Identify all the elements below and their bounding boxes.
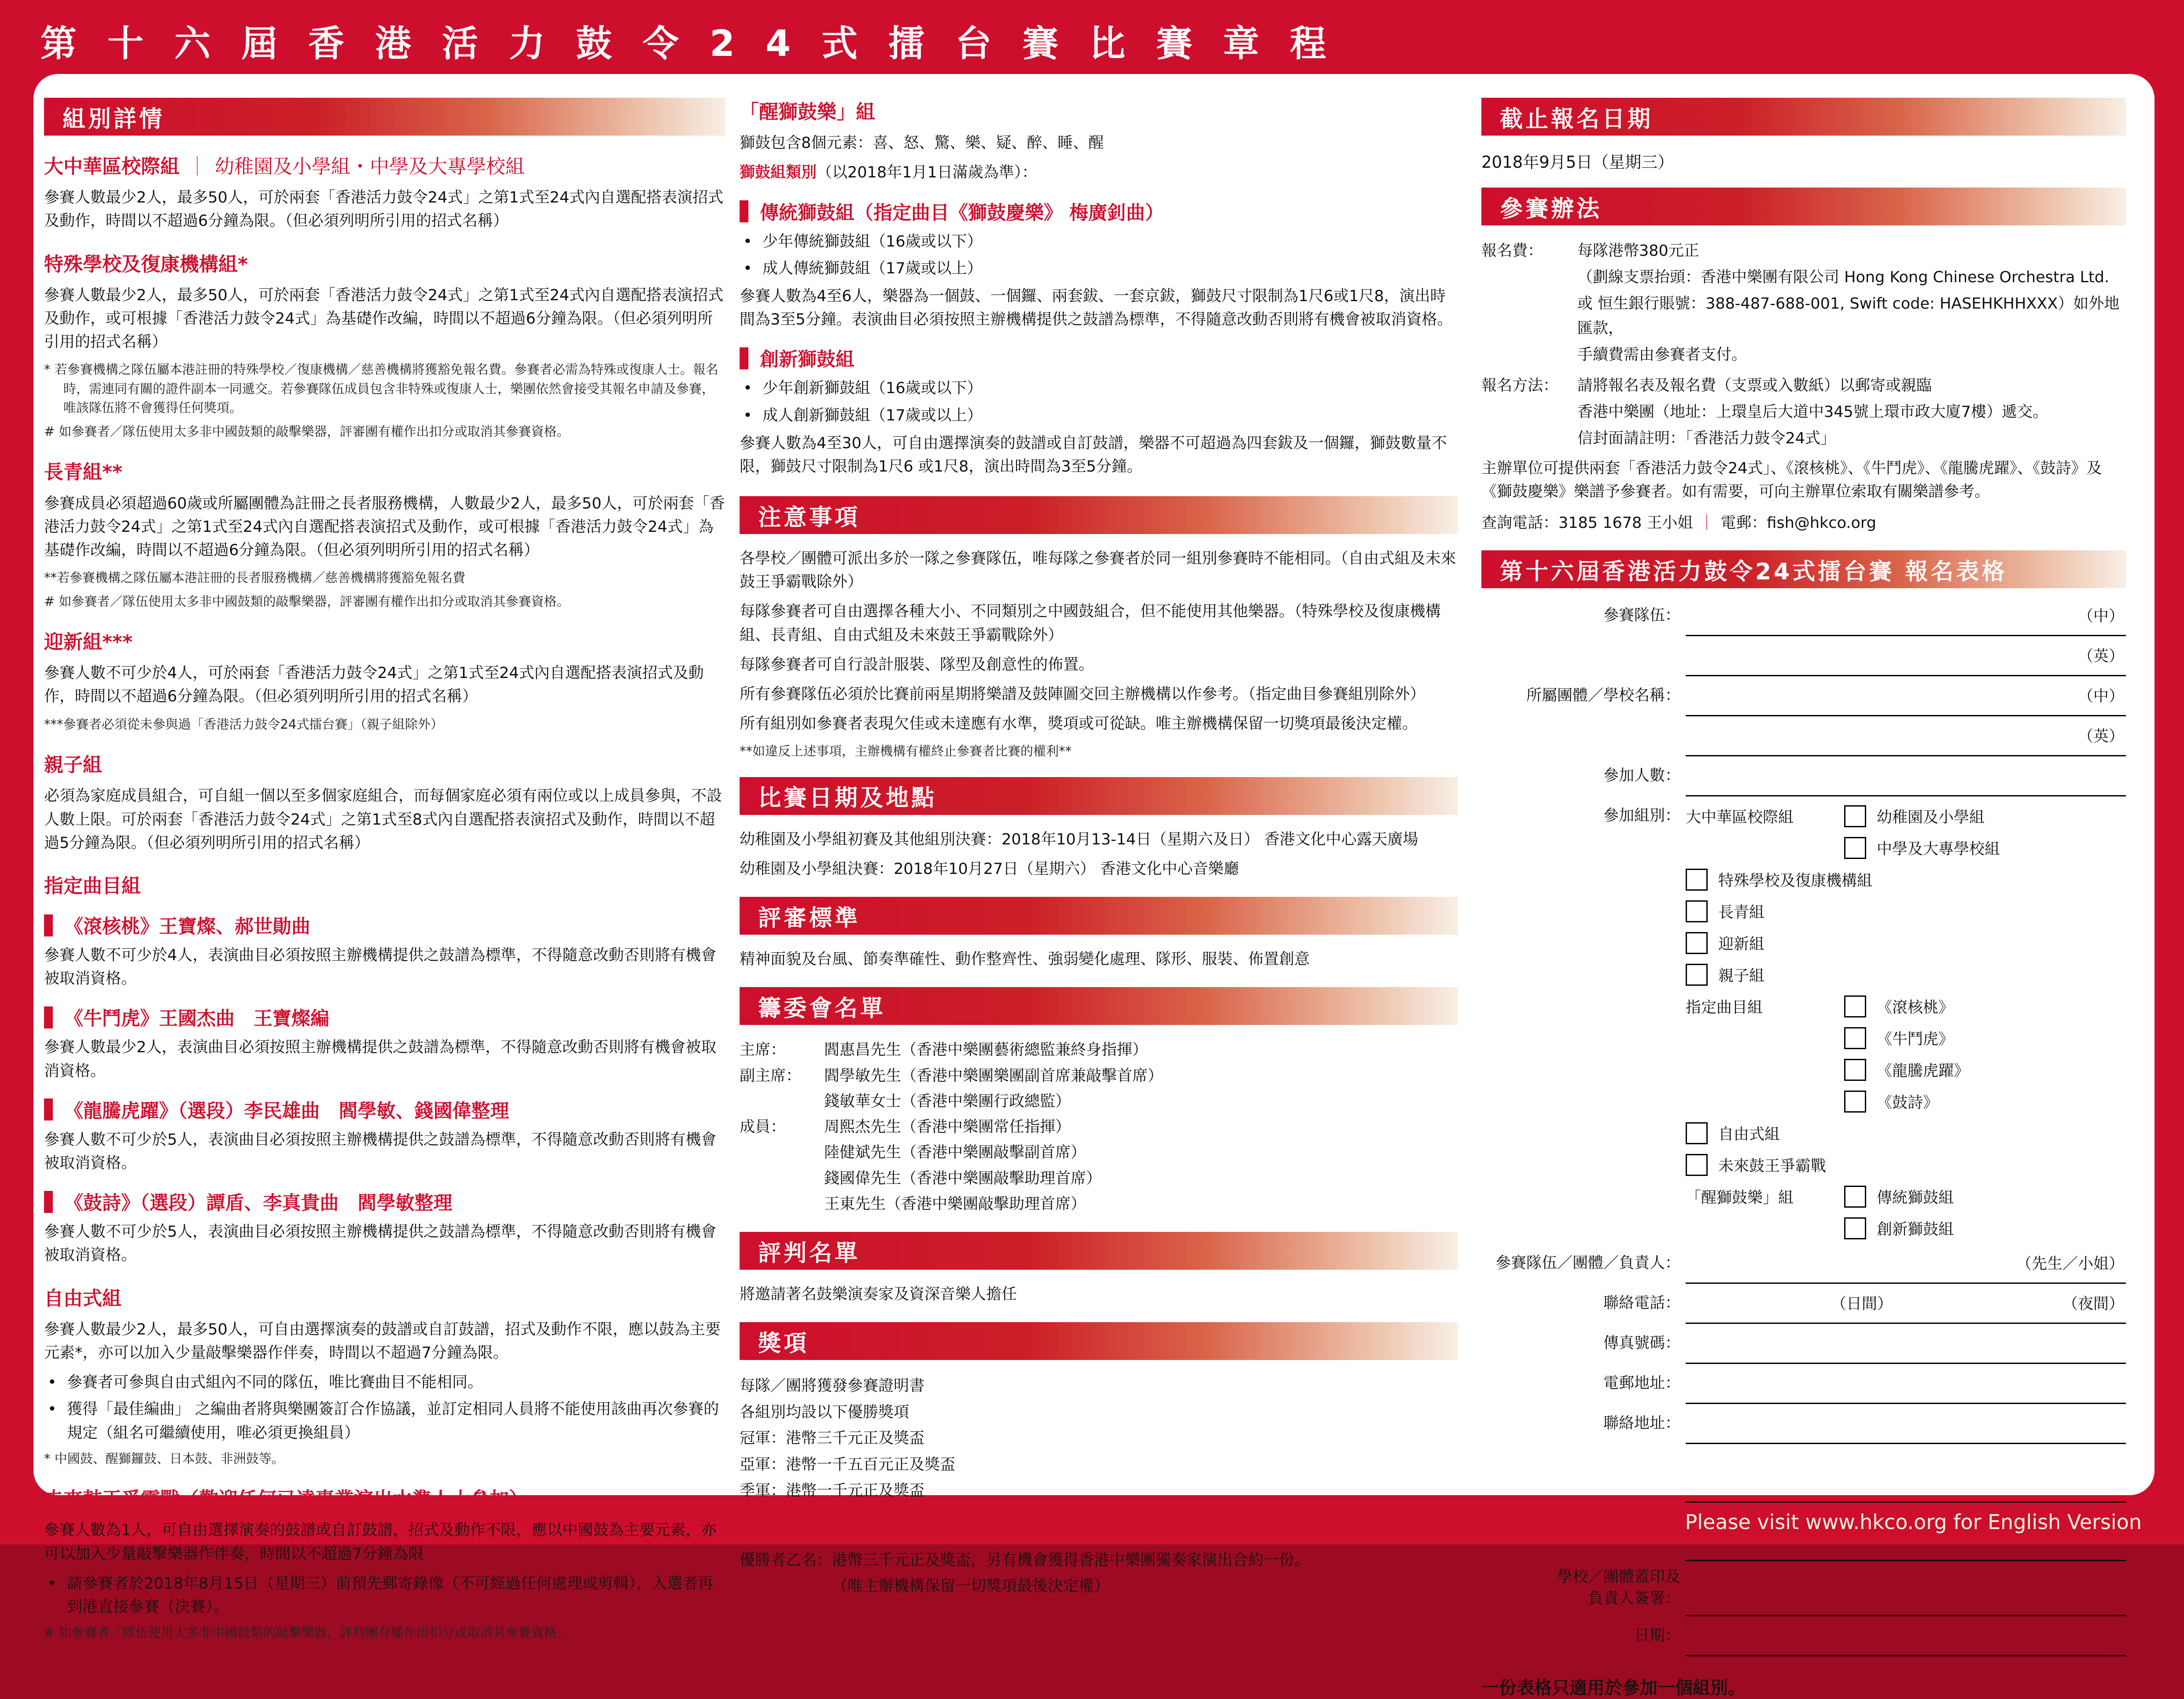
bullet-item: • 獲得「最佳編曲」 之編曲者將與樂團簽訂合作協議，並訂定相同人員將不能使用該曲再次參賽的規定（組名可繼續使用，唯必須更換組員）	[44, 1398, 726, 1445]
section-header-judges	[740, 1232, 1458, 1270]
notes-warning-footnote: **如違反上述事項，主辦機構有權終止參賽者比賽的權利**	[740, 744, 1072, 759]
category-row-piece-long-teng-hu-yue	[1844, 1059, 2126, 1081]
section-header-deadline	[1481, 98, 2126, 136]
section-title: 籌委會名單	[758, 995, 886, 1022]
bullet-item: • 少年創新獅鼓組（16歲或以下）	[740, 377, 1458, 400]
red-bar-marker	[44, 1098, 53, 1120]
seal-label-line1: 學校／團體蓋印及	[1557, 1568, 1680, 1586]
traditional-lion-list	[740, 230, 1458, 280]
category-row-freestyle	[1686, 1122, 2126, 1144]
committee-row	[740, 1141, 1458, 1165]
committee-role: 副主席：	[740, 1067, 802, 1085]
section-title: 評判名單	[758, 1240, 861, 1267]
checkbox-label: 親子組	[1718, 967, 1765, 985]
piece-title: 傳統獅鼓組（指定曲目《獅鼓慶樂》 梅廣釗曲）	[760, 202, 1164, 224]
group-rule-paragraph: 參賽成員必須超過60歲或所屬團體為註冊之長者服務機構，人數最少2人，最多50人，可於兩套「香港活力鼓令24式」之第1式至24式內自選配搭表演招式及動作，或可根據「香港活力鼓令24式」為基礎作改編，時間以不超過6分鐘為限。（但必須列明所引用的招式名稱）	[44, 494, 725, 559]
category-row-evergreen	[1686, 900, 2126, 922]
piece-heading-niu-dou-hu	[44, 1004, 726, 1031]
enquiry-phone: 查詢電話：3185 1678 王小姐	[1481, 514, 1693, 532]
address-field-line1[interactable]	[1686, 1409, 2126, 1444]
checkbox-kindergarten-primary[interactable]	[1844, 805, 1866, 827]
address-label: 聯絡地址：	[1603, 1415, 1680, 1433]
checkbox-lion-innovative[interactable]	[1844, 1217, 1866, 1239]
award-line: 各組別均設以下優勝獎項	[740, 1403, 910, 1421]
award-line-champion: 冠軍：港幣三千元正及獎盃	[740, 1430, 925, 1448]
section-title: 注意事項	[758, 504, 861, 531]
enquiry-line	[1481, 511, 2126, 533]
note-paragraph: 所有組別如參賽者表現欠佳或未達應有水準，獎項或可從缺。唯主辦機構保留一切獎項最後決定權。	[740, 715, 1418, 733]
scores-provided-paragraph: 主辦單位可提供兩套「香港活力鼓令24式」、《滾核桃》、《牛鬥虎》、《龍騰虎躍》、《鼓詩》及《獅鼓慶樂》樂譜予參賽者。如有需要，可向主辦單位索取有關樂譜參考。	[1481, 460, 2102, 501]
note-paragraph: 每隊參賽者可自由選擇各種大小、不同類別之中國鼓組合，但不能使用其他樂器。（特殊學校及復康機構組、長青組、自由式組及未來鼓王爭霸戰除外）	[740, 603, 1441, 644]
chinese-annotation: （中）	[2077, 688, 2124, 706]
note-paragraph: 所有參賽隊伍必須於比賽前兩星期將樂譜及鼓陣圖交回主辦機構以作參考。（指定曲目參賽組別除外）	[740, 685, 1425, 703]
leader-field[interactable]	[1686, 1249, 2126, 1284]
committee-row	[740, 1090, 1458, 1113]
section-header-dates-venues	[740, 777, 1458, 815]
committee-role	[740, 1090, 824, 1113]
committee-member: 閻學敏先生（香港中樂團樂團副首席兼敲擊首席）	[824, 1067, 1164, 1085]
group-rule-paragraph: 參賽人數最少2人，最多50人，可於兩套「香港活力鼓令24式」之第1式至24式內自選配搭表演招式及動作，時間以不超過6分鐘為限。（但必須列明所引用的招式名稱）	[44, 189, 724, 230]
section-header-committee	[740, 987, 1458, 1025]
divider: ｜	[188, 155, 207, 178]
form-row-participant-count	[1481, 762, 2126, 796]
form-row-organisation-en	[1481, 722, 2126, 756]
checkbox-label: 迎新組	[1718, 936, 1765, 954]
method-details	[1577, 373, 2126, 453]
section-header-application-form	[1481, 550, 2126, 588]
category-row-family	[1686, 964, 2126, 986]
committee-role: 主席：	[740, 1041, 786, 1059]
group-rule-paragraph: 參賽人數不可少於4人，可於兩套「香港活力鼓令24式」之第1式至24式內自選配搭表演招式及動作，時間以不超過6分鐘為限。（但必須列明所引用的招式名稱）	[44, 664, 704, 706]
checkbox-label: 《滾核桃》	[1877, 999, 1954, 1017]
date-venue-line: 幼稚園及小學組決賽：2018年10月27日（星期六） 香港文化中心音樂廳	[740, 860, 1239, 878]
lion-categories-rest: （以2018年1月1日滿歲為準）：	[817, 164, 1038, 182]
committee-role: 成員：	[740, 1118, 786, 1136]
category-group-name: 大中華區校際組	[1686, 809, 1794, 827]
method-line: 請將報名表及報名費（支票或入數紙）以郵寄或親臨	[1577, 377, 1932, 394]
category-row-lion-innovative	[1844, 1217, 2126, 1239]
section-title: 比賽日期及地點	[758, 785, 937, 812]
checkbox-newcomer[interactable]	[1686, 932, 1708, 954]
checkbox-special-schools[interactable]	[1686, 869, 1708, 891]
red-bar-marker	[44, 1191, 53, 1213]
category-label: 參加組別：	[1603, 807, 1680, 825]
committee-row	[740, 1064, 1458, 1088]
form-row-seal-signature	[1481, 1566, 2126, 1616]
piece-rule-paragraph: 參賽人數不可少於5人，表演曲目必須按照主辦機構提供之鼓譜為標準，不得隨意改動否則將有機會被取消資格。	[44, 1223, 717, 1264]
bullet-item: • 少年傳統獅鼓組（16歲或以下）	[740, 230, 1458, 254]
piece-rule-paragraph: 參賽人數最少2人，表演曲目必須按照主辦機構提供之鼓譜為標準，不得隨意改動否則將有機會被取消資格。	[44, 1039, 717, 1080]
deadline-date: 2018年9月5日（星期三）	[1481, 153, 1674, 172]
footnote-hash: # 如參賽者／隊伍使用太多非中國鼓類的敲擊樂器，評判團有權作出扣分或取消其參賽資格。	[44, 1625, 570, 1640]
section-title: 參賽辦法	[1500, 195, 1602, 222]
seal-label-line2: 負責人簽署：	[1587, 1590, 1680, 1608]
note-paragraph: 每隊參賽者可自行設計服裝、隊型及創意性的佈置。	[740, 656, 1094, 674]
date-venue-line: 幼稚園及小學組初賽及其他組別決賽：2018年10月13-14日（星期六及日） 香港文化中心露天廣場	[740, 830, 1418, 848]
form-row-address	[1481, 1409, 2126, 1444]
organisation-cn-field[interactable]	[1686, 682, 2126, 716]
team-name-label: 參賽隊伍：	[1603, 607, 1680, 625]
section-title: 組別詳情	[63, 106, 165, 133]
blank-label	[1481, 641, 1680, 676]
section-title: 評審標準	[758, 905, 861, 932]
committee-member: 錢敏華女士（香港中樂團行政總監）	[824, 1092, 1071, 1110]
award-subheading-future-drum-king: 未來鼓王爭霸戰比賽	[740, 1519, 906, 1541]
red-bar-marker	[44, 1006, 53, 1028]
divider: ｜	[1699, 514, 1715, 532]
form-row-team-name-en	[1481, 641, 2126, 676]
section-header-judging-criteria	[740, 897, 1458, 935]
piece-heading-long-teng-hu-yue	[44, 1096, 726, 1123]
piece-rule-paragraph: 參賽人數不可少於5人，表演曲目必須按照主辦機構提供之鼓譜為標準，不得隨意改動否則將有機會被取消資格。	[44, 1131, 717, 1172]
committee-role	[740, 1167, 824, 1190]
fee-line: 手續費需由參賽者支付。	[1577, 346, 1747, 364]
leader-label: 參賽隊伍／團體／負責人：	[1495, 1254, 1680, 1272]
section-header-how-to-apply	[1481, 188, 2126, 225]
category-group-name: 「醒獅鼓樂」組	[1686, 1189, 1794, 1207]
english-version-footer: Please visit www.hkco.org for English Version	[1685, 1510, 2142, 1534]
award-line-first-runner-up: 亞軍：港幣一千五百元正及獎盃	[740, 1456, 956, 1474]
english-annotation: （英）	[2077, 728, 2124, 746]
fax-label: 傳真號碼：	[1603, 1334, 1680, 1353]
innovative-lion-list	[740, 377, 1458, 427]
group-heading-greater-china	[44, 154, 726, 179]
page-title: 第十六屆香港活力鼓令24式擂台賽比賽章程	[41, 23, 1357, 65]
seal-signature-field[interactable]	[1686, 1566, 2126, 1616]
piece-heading-gun-he-tao	[44, 912, 726, 939]
checkbox-label: 傳統獅鼓組	[1877, 1189, 1954, 1207]
checkbox-piece-gu-shi[interactable]	[1844, 1091, 1866, 1113]
fee-details	[1577, 239, 2126, 369]
blank-label	[1481, 1449, 1680, 1503]
bullet-item: • 成人創新獅鼓組（17歲或以上）	[740, 404, 1458, 428]
group-name: 大中華區校際組	[44, 155, 180, 178]
section-header-group-details	[44, 98, 726, 136]
date-field[interactable]	[1686, 1622, 2126, 1656]
checkbox-lion-traditional[interactable]	[1844, 1186, 1866, 1208]
award-line-second-runner-up: 季軍：港幣一千元正及獎盃	[740, 1482, 925, 1500]
category-checkbox-area	[1686, 802, 2126, 1249]
method-line: 香港中樂團（地址：上環皇后大道中345號上環市政大廈7樓）遞交。	[1577, 403, 2048, 421]
enquiry-email: 電郵：fish@hkco.org	[1720, 514, 1876, 532]
section-title: 截止報名日期	[1500, 106, 1654, 133]
piece-title: 創新獅鼓組	[760, 349, 854, 371]
night-annotation: （夜間）	[2062, 1295, 2124, 1313]
checkbox-freestyle[interactable]	[1686, 1122, 1708, 1144]
category-row-newcomer	[1686, 932, 2126, 954]
fee-label: 報名費：	[1481, 242, 1543, 260]
category-row-piece-gu-shi	[1844, 1091, 2126, 1113]
category-row-piece-niu-dou-hu	[1844, 1027, 2126, 1049]
piece-title: 《牛鬥虎》王國杰曲 王寶燦編	[64, 1008, 329, 1030]
email-label: 電郵地址：	[1603, 1375, 1680, 1393]
category-row-special-schools	[1686, 869, 2126, 891]
checkbox-piece-niu-dou-hu[interactable]	[1844, 1027, 1866, 1049]
piece-rule-paragraph: 參賽人數不可少於4人，表演曲目必須按照主辦機構提供之鼓譜為標準，不得隨意改動否則將有機會被取消資格。	[44, 947, 717, 988]
checkbox-label: 《龍騰虎躍》	[1877, 1062, 1970, 1080]
blank-label	[1481, 1508, 1680, 1561]
seal-signature-label	[1481, 1566, 1680, 1616]
form-row-fax	[1481, 1329, 2126, 1364]
judges-line: 將邀請著名鼓樂演奏家及資深音樂人擔任	[740, 1286, 1017, 1304]
address-field-line2[interactable]	[1686, 1449, 2126, 1503]
checkbox-piece-gun-he-tao[interactable]	[1844, 995, 1866, 1017]
group-heading-freestyle: 自由式組	[44, 1287, 122, 1310]
section-title: 第十六屆香港活力鼓令24式擂台賽 報名表格	[1500, 558, 2007, 585]
committee-member: 閻惠昌先生（香港中樂團藝術總監兼終身指揮）	[824, 1041, 1148, 1059]
phone-label: 聯絡電話：	[1603, 1294, 1680, 1312]
checkbox-label: 自由式組	[1718, 1126, 1780, 1144]
checkbox-label: 中學及大專學校組	[1877, 840, 2000, 859]
organisation-label: 所屬團體／學校名稱：	[1526, 687, 1680, 705]
traditional-lion-rules: 參賽人數為4至6人，樂器為一個鼓、一個鑼、兩套鈸、一套京鈸，獅鼓尺寸限制為1尺6或1尺8，演出時間為3至5分鐘。表演曲目必須按照主辦機構提供之鼓譜為標準，不得隨意改動否則將有機會被取消資格。	[740, 287, 1453, 329]
committee-member: 陸健斌先生（香港中樂團敲擊副首席）	[824, 1144, 1086, 1162]
checkbox-label: 未來鼓王爭霸戰	[1718, 1157, 1827, 1176]
note-paragraph: 各學校／團體可派出多於一隊之參賽隊伍，唯每隊之參賽者於同一組別參賽時不能相同。（自由式組及未來鼓王爭霸戰除外）	[740, 550, 1456, 591]
email-field[interactable]	[1686, 1369, 2126, 1404]
piece-heading-innovative-lion	[740, 345, 1458, 372]
piece-title: 《滾核桃》王寶燦、郝世勛曲	[64, 916, 310, 938]
form-row-categories	[1481, 802, 2126, 1249]
committee-role	[740, 1192, 824, 1216]
group-heading-family: 親子組	[44, 754, 102, 777]
checkbox-label: 《牛鬥虎》	[1877, 1031, 1954, 1049]
committee-row	[740, 1167, 1458, 1190]
column-application	[1481, 98, 2126, 1699]
chinese-annotation: （中）	[2077, 608, 2124, 626]
checkbox-family[interactable]	[1686, 964, 1708, 986]
piece-heading-gu-shi	[44, 1188, 726, 1215]
committee-row	[740, 1192, 1458, 1216]
group-heading-evergreen: 長青組**	[44, 461, 123, 484]
committee-row	[740, 1115, 1458, 1139]
one-form-one-category-note: 一份表格只適用於參加一個組別。	[1481, 1678, 1746, 1699]
committee-member: 周熙杰先生（香港中樂團常任指揮）	[824, 1118, 1071, 1136]
lion-drum-categories-line	[740, 161, 1458, 184]
fee-line: 或 恒生銀行賬號：388-487-688-001, Swift code: HASEHKHHXXX）如外地匯款，	[1577, 295, 2120, 337]
section-header-notes	[740, 496, 1458, 534]
committee-member: 王東先生（香港中樂團敲擊助理首席）	[824, 1195, 1086, 1213]
organisation-en-field[interactable]	[1686, 722, 2126, 756]
bullet-item: • 參賽者可參與自由式組內不同的隊伍，唯比賽曲目不能相同。	[44, 1371, 726, 1394]
bullet-item: • 成人傳統獅鼓組（17歲或以上）	[740, 257, 1458, 280]
participant-count-field[interactable]	[1686, 762, 2126, 796]
daytime-annotation: （日間）	[1831, 1295, 1893, 1313]
fax-field[interactable]	[1686, 1329, 2126, 1364]
category-row-lion-drum	[1686, 1186, 2126, 1208]
method-line: 信封面請註明：「香港活力鼓令24式」	[1577, 430, 1836, 447]
category-row-secondary-tertiary	[1844, 837, 2126, 859]
group-heading-special-schools: 特殊學校及復康機構組*	[44, 253, 248, 276]
form-row-organisation-cn	[1481, 682, 2126, 716]
group-rule-paragraph: 必須為家庭成員組合，可自組一個以至多個家庭組合，而每個家庭必須有兩位或以上成員參與，不設人數上限。可於兩套「香港活力鼓令24式」之第1式至8式內自選配搭表演招式及動作，時間以不超過5分鐘為限。（但必須列明所引用的招式名稱）	[44, 787, 722, 852]
application-fee-block	[1481, 239, 2126, 369]
form-row-leader	[1481, 1249, 2126, 1284]
blank-label	[1481, 722, 1680, 756]
judging-criteria-line: 精神面貌及台風、節奏準確性、動作整齊性、強弱變化處理、隊形、服裝、佈置創意	[740, 951, 1310, 969]
phone-field[interactable]	[1686, 1289, 2126, 1324]
red-bar-marker	[740, 347, 748, 369]
form-row-date	[1481, 1622, 2126, 1656]
footnote-asterisk: * 中國鼓、醒獅鑼鼓、日本鼓、非洲鼓等。	[44, 1451, 284, 1466]
bullet-item: • 請參賽者於2018年8月15日（星期三）前預先郵寄錄像（不可經過任何處理或剪輯），入選者再到港直接參賽（決賽）。	[44, 1572, 726, 1619]
checkbox-secondary-tertiary[interactable]	[1844, 837, 1866, 859]
category-row-future-drum-king	[1686, 1154, 2126, 1176]
group-subcategories: 幼稚園及小學組・中學及大專學校組	[215, 155, 525, 178]
group-rule-paragraph: 參賽人數最少2人，最多50人，可於兩套「香港活力鼓令24式」之第1式至24式內自選配搭表演招式及動作，或可根據「香港活力鼓令24式」為基礎作改編，時間以不超過6分鐘為限。（但必須列明所引用的招式名稱）	[44, 286, 724, 351]
checkbox-label: 長青組	[1718, 904, 1765, 922]
footnote-hash: # 如參賽者／隊伍使用太多非中國鼓類的敲擊樂器，評審團有權作出扣分或取消其參賽資格。	[44, 424, 570, 439]
award-line-winner: 優勝者乙名：港幣三千元正及獎盃，另有機會獲得香港中樂團獨奏家演出合約一份。	[740, 1551, 1310, 1569]
lion-drum-elements: 獅鼓包含8個元素：喜、怒、驚、樂、疑、醉、睡、醒	[740, 134, 1104, 152]
category-row-specified-pieces	[1686, 995, 2126, 1017]
piece-title: 《龍騰虎躍》（選段）李民雄曲 閻學敏、錢國偉整理	[64, 1100, 509, 1122]
checkbox-evergreen[interactable]	[1686, 900, 1708, 922]
fee-line: （劃線支票抬頭：香港中樂團有限公司 Hong Kong Chinese Orchestra Ltd.	[1577, 269, 2110, 286]
group-heading-specified-pieces: 指定曲目組	[44, 874, 141, 897]
form-row-email	[1481, 1369, 2126, 1404]
date-label: 日期：	[1634, 1627, 1680, 1645]
form-row-address-extra	[1481, 1449, 2126, 1503]
team-name-en-field[interactable]	[1686, 641, 2126, 676]
piece-title: 《鼓詩》（選段）譚盾、李真貴曲 閻學敏整理	[64, 1192, 453, 1215]
innovative-lion-rules: 參賽人數為4至30人，可自由選擇演奏的鼓譜或自訂鼓譜，樂器不可超過為四套鈸及一個鑼，獅鼓數量不限，獅鼓尺寸限制為1尺6 或1尺8，演出時間為3至5分鐘。	[740, 434, 1447, 475]
salutation-annotation: （先生／小姐）	[2016, 1255, 2124, 1273]
column-group-details	[44, 98, 726, 1647]
piece-heading-traditional-lion	[740, 198, 1458, 225]
form-row-team-name-cn	[1481, 601, 2126, 636]
red-bar-marker	[44, 914, 53, 936]
group-heading-newcomer: 迎新組***	[44, 631, 133, 654]
group-rule-paragraph: 參賽人數最少2人，最多50人，可自由選擇演奏的鼓譜或自訂鼓譜，招式及動作不限，應以鼓為主要元素*，亦可以加入少量敲擊樂器作伴奏，時間以不超過7分鐘為限。	[44, 1320, 721, 1362]
group-rule-paragraph: 參賽人數為1人，可自由選擇演奏的鼓譜或自訂鼓譜，招式及動作不限，應以中國鼓為主要元素，亦可以加入少量敲擊樂器作伴奏，時間以不超過7分鐘為限	[44, 1522, 717, 1563]
checkbox-future-drum-king[interactable]	[1686, 1154, 1708, 1176]
form-row-phone	[1481, 1289, 2126, 1324]
application-method-block	[1481, 373, 2126, 453]
checkbox-label: 特殊學校及復康機構組	[1718, 872, 1873, 890]
lion-categories-label: 獅鼓組類別	[740, 164, 817, 182]
checkbox-label: 《鼓詩》	[1877, 1094, 1939, 1112]
category-row-greater-china	[1686, 805, 2126, 827]
footnote-hash: # 如參賽者／隊伍使用太多非中國鼓類的敲擊樂器，評審團有權作出扣分或取消其參賽資格。	[44, 593, 570, 609]
future-drum-king-bullet-list	[44, 1572, 726, 1619]
freestyle-bullet-list	[44, 1371, 726, 1445]
committee-row	[740, 1038, 1458, 1062]
committee-member: 錢國偉先生（香港中樂團敲擊助理首席）	[824, 1169, 1102, 1187]
group-heading-lion-drum: 「醒獅鼓樂」組	[740, 101, 875, 123]
method-label: 報名方法：	[1481, 377, 1559, 394]
fee-line: 每隊港幣380元正	[1577, 242, 1699, 260]
section-title: 獎項	[758, 1330, 810, 1357]
footnote-double-asterisk: **若參賽機構之隊伍屬本港註冊的長者服務機構／慈善機構將獲豁免報名費	[44, 570, 466, 586]
participant-count-label: 參加人數：	[1603, 767, 1680, 785]
group-heading-future-drum-king: 未來鼓王爭霸戰（歡迎任何已達專業演出水準人士參加）	[44, 1488, 528, 1511]
footnote-triple-asterisk: ***參賽者必須從未參與過「香港活力鼓令24式擂台賽」（親子組除外）	[44, 716, 443, 732]
checkbox-label: 創新獅鼓組	[1877, 1221, 1954, 1239]
english-annotation: （英）	[2077, 648, 2124, 666]
red-bar-marker	[740, 200, 748, 222]
checkbox-piece-long-teng-hu-yue[interactable]	[1844, 1059, 1866, 1081]
committee-role	[740, 1141, 824, 1165]
award-disclaimer: （唯主辦機構保留一切獎項最後決定權）	[832, 1577, 1110, 1596]
column-middle	[740, 98, 1458, 1600]
team-name-cn-field[interactable]	[1686, 601, 2126, 636]
section-header-awards	[740, 1322, 1458, 1360]
category-group-name: 指定曲目組	[1686, 999, 1763, 1017]
footnote-asterisk: * 若參賽機構之隊伍屬本港註冊的特殊學校／復康機構／慈善機構將獲豁免報名費。參賽者必需為特殊或復康人士。報名時，需連同有關的證件副本一同遞交。若參賽隊伍成員包含非特殊或復康人士，樂團依然會接受其報名申請及參賽，唯該隊伍將不會獲得任何獎項。	[44, 362, 718, 416]
checkbox-label: 幼稚園及小學組	[1877, 809, 1985, 827]
award-line: 每隊／團將獲發參賽證明書	[740, 1377, 925, 1395]
